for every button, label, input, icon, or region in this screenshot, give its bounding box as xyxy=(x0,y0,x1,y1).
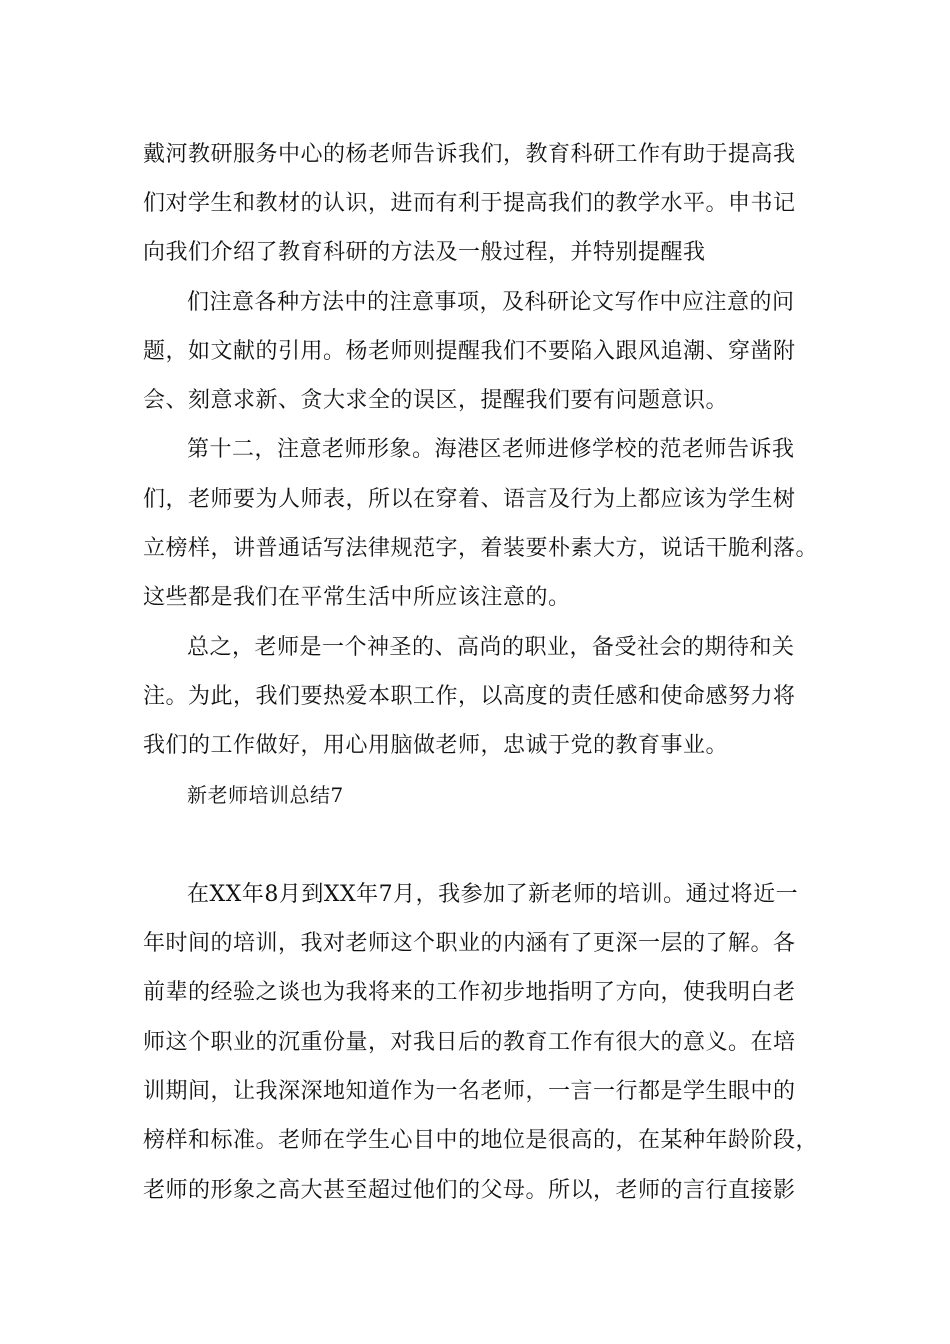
text-line: 们对学生和教材的认识，进而有利于提高我们的教学水平。申书记 xyxy=(143,191,796,216)
text-line: 老师的形象之高大甚至超过他们的父母。所以，老师的言行直接影 xyxy=(143,1178,796,1203)
text-line: 题，如文献的引用。杨老师则提醒我们不要陷入跟风追潮、穿凿附 xyxy=(143,339,796,364)
text-line: 这些都是我们在平常生活中所应该注意的。 xyxy=(143,585,571,610)
text-line: 戴河教研服务中心的杨老师告诉我们，教育科研工作有助于提高我 xyxy=(143,142,796,167)
text-line: 在XX年8月到XX年7月，我参加了新老师的培训。通过将近一 xyxy=(187,882,799,907)
text-line: 们注意各种方法中的注意事项，及科研论文写作中应注意的问 xyxy=(187,290,795,315)
text-line: 总之，老师是一个神圣的、高尚的职业，备受社会的期待和关 xyxy=(187,635,795,660)
text-line: 前辈的经验之谈也为我将来的工作初步地指明了方向，使我明白老 xyxy=(143,980,796,1005)
text-line: 向我们介绍了教育科研的方法及一般过程，并特别提醒我 xyxy=(143,240,706,265)
section-heading: 新老师培训总结7 xyxy=(187,783,344,807)
text-line: 训期间，让我深深地知道作为一名老师，一言一行都是学生眼中的 xyxy=(143,1079,796,1104)
text-line: 年时间的培训，我对老师这个职业的内涵有了更深一层的了解。各 xyxy=(143,931,796,956)
text-line: 榜样和标准。老师在学生心目中的地位是很高的，在某种年龄阶段， xyxy=(143,1128,819,1153)
text-line: 我们的工作做好，用心用脑做老师，忠诚于党的教育事业。 xyxy=(143,733,729,758)
text-line: 们，老师要为人师表，所以在穿着、语言及行为上都应该为学生树 xyxy=(143,487,796,512)
text-line: 注。为此，我们要热爱本职工作，以高度的责任感和使命感努力将 xyxy=(143,684,796,709)
text-line: 师这个职业的沉重份量，对我日后的教育工作有很大的意义。在培 xyxy=(143,1030,796,1055)
text-line: 立榜样，讲普通话写法律规范字，着装要朴素大方，说话干脆利落。 xyxy=(143,536,819,561)
text-line: 会、刻意求新、贪大求全的误区，提醒我们要有问题意识。 xyxy=(143,388,729,413)
text-line: 第十二，注意老师形象。海港区老师进修学校的范老师告诉我 xyxy=(187,437,795,462)
